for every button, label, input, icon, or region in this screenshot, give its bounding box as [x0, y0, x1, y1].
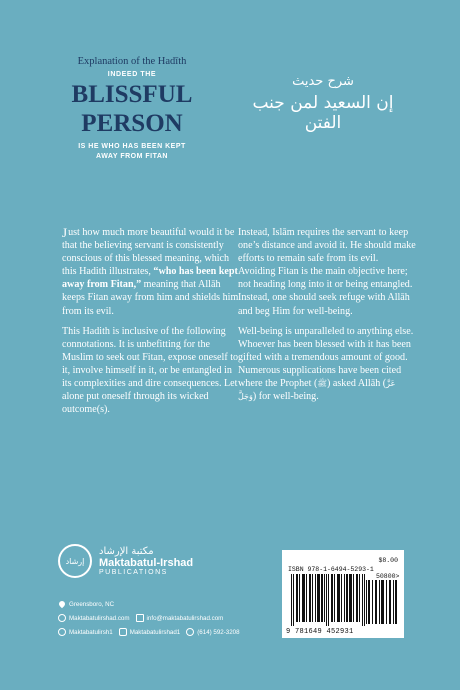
publisher-text — [99, 546, 193, 576]
title-block — [52, 56, 212, 161]
publisher-name-english: Maktabatul-Irshad — [99, 557, 194, 569]
caps-indeed-the: INDEED THE — [107, 71, 157, 78]
twitter-handle[interactable]: Maktabatulirsh1 — [69, 628, 113, 636]
arabic-main-title: إن السعيد لمن جنب الفتن — [252, 93, 394, 133]
right-p2-start: Well-being is unparalleled to anything else. Whoever has been blessed with it has been gifted with a tremendous amount of good. Numerous supplications have been cited where the Prophet ( — [238, 325, 414, 390]
honorific-allah: عَزَّ وَجَلَّ — [238, 379, 396, 402]
title-blissful: BLISSFUL — [71, 81, 193, 108]
right-paragraph-2 — [238, 325, 416, 404]
left-p1-end: meaning that Allāh keeps Fitan away from him and shields him from its evil. — [62, 279, 239, 317]
contacts-block — [58, 597, 240, 639]
drop-cap: J — [62, 225, 68, 240]
left-paragraph-2: This Hadith is inclusive of the following connotations. It is unbefitting for the Muslim to seek out Fitan, expose oneself to it, involve himself in it, or be entangled in its complexities and dire consequences. Let alone put oneself through its wicked outcome(s). — [62, 325, 239, 416]
barcode-bars — [291, 574, 365, 626]
barcode-box — [282, 550, 404, 638]
globe-icon — [58, 614, 66, 622]
right-column — [238, 226, 416, 410]
isbn-digits: 9 781649 452931 — [286, 628, 354, 636]
left-column — [62, 226, 240, 423]
addon-code: 50800> — [376, 573, 400, 580]
isbn-label: ISBN 978-1-6494-5293-1 — [288, 566, 374, 573]
location-icon — [58, 600, 66, 608]
right-paragraph-1: Instead, Islām requires the servant to keep one’s distance and avoid it. He should make efforts to remain safe from its evil. Avoiding Fitan is the main objective here; not heading long into it or being entangled. Instead, one should seek refuge with Allāh and beg Him for well-being. — [238, 227, 416, 317]
price-label: $8.00 — [378, 557, 398, 564]
publisher-logo — [58, 544, 92, 578]
website-link[interactable]: Maktabatulirshad.com — [69, 614, 130, 622]
email-icon — [136, 614, 144, 622]
hadith-quote: “who has been kept away from Fitan,” — [62, 266, 238, 291]
location-text: Greensboro, NC — [69, 600, 115, 608]
explanation-subtitle: Explanation of the Hadīth — [77, 56, 187, 67]
arabic-sharh-hadith: شرح حديث — [292, 74, 354, 89]
right-p2-end: ) for well-being. — [252, 391, 319, 403]
caps-kept-line2: AWAY FROM FITAN — [96, 152, 168, 160]
left-p1-start: ust how much more beautiful would it be that the believing servant is consistently conscious of this blessed meaning, which this Hadith illustrates, — [62, 227, 235, 278]
phone-icon — [186, 628, 194, 636]
left-paragraph-1 — [62, 226, 240, 318]
publisher-subtitle: PUBLICATIONS — [99, 569, 168, 576]
publisher-name-arabic: مكتبة الإرشاد — [99, 546, 154, 557]
email-link[interactable]: info@maktabatulirshad.com — [146, 614, 224, 622]
caps-kept-line1: IS HE WHO HAS BEEN KEPT — [78, 143, 186, 150]
publisher-block — [58, 544, 193, 578]
instagram-icon — [119, 628, 127, 636]
twitter-icon — [58, 628, 66, 636]
instagram-handle[interactable]: Maktabatulirshad1 — [129, 628, 181, 636]
phone-number[interactable]: (614) 592-3208 — [197, 628, 240, 636]
right-p2-mid: ) asked Allāh ( — [327, 378, 387, 390]
contact-row-web — [58, 611, 240, 625]
title-person: PERSON — [81, 110, 183, 137]
honorific-prophet: ﷺ — [317, 379, 327, 389]
addon-barcode-bars — [366, 580, 398, 624]
contact-row-social — [58, 625, 240, 639]
contact-row-location — [58, 597, 240, 611]
logo-glyph: إرشاد — [65, 556, 85, 566]
arabic-title-block — [248, 74, 398, 133]
